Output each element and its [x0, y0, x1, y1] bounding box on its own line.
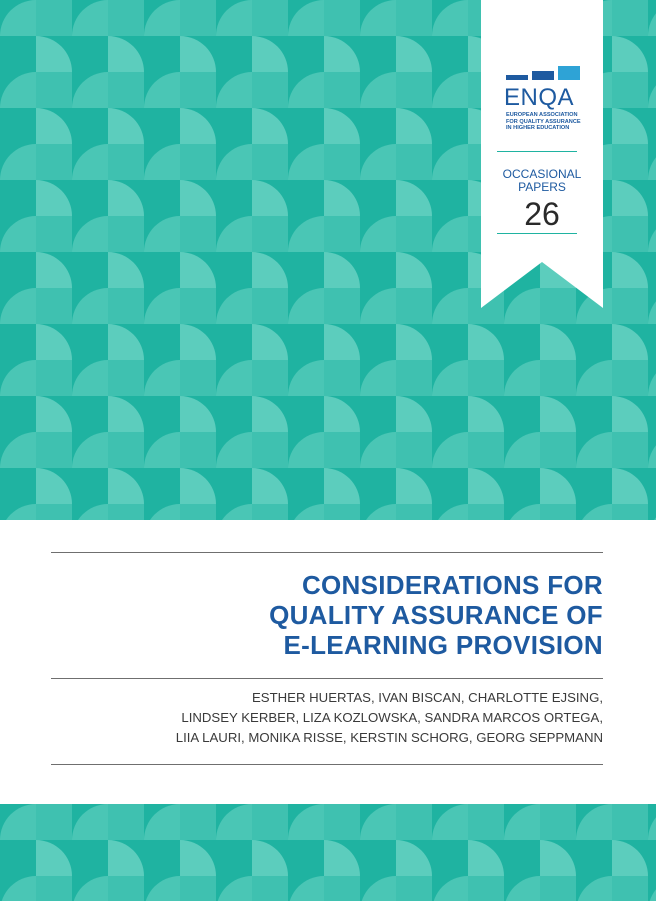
divider-rule [51, 552, 603, 553]
author-line: LIIA LAURI, MONIKA RISSE, KERSTIN SCHORG, GEORG SEPPMANN [175, 730, 603, 745]
series-label-line: OCCASIONAL [502, 167, 582, 181]
cover-pattern-bottom [0, 804, 656, 901]
series-label-line: PAPERS [518, 180, 566, 194]
logo-wordmark: ENQA [504, 84, 575, 111]
ribbon-divider [497, 151, 577, 152]
title-line: E-LEARNING PROVISION [283, 630, 603, 660]
logo-subtitle-line: IN HIGHER EDUCATION [506, 125, 570, 131]
ribbon-shape [481, 0, 603, 308]
divider-rule [51, 764, 603, 765]
logo-subtitle-line: FOR QUALITY ASSURANCE [506, 118, 581, 125]
issue-number: 26 [524, 196, 560, 232]
logo-subtitle-line: EUROPEAN ASSOCIATION [506, 112, 578, 118]
divider-rule [51, 678, 603, 679]
author-line: ESTHER HUERTAS, IVAN BISCAN, CHARLOTTE EJSING, [252, 690, 603, 705]
ribbon-divider [497, 233, 577, 234]
enqa-logo [504, 66, 584, 136]
logo-bars-icon [506, 66, 582, 80]
title-line: QUALITY ASSURANCE OF [269, 600, 603, 630]
document-title [51, 570, 603, 660]
series-ribbon [481, 0, 603, 308]
series-label [481, 168, 603, 194]
author-line: LINDSEY KERBER, LIZA KOZLOWSKA, SANDRA MARCOS ORTEGA, [181, 710, 603, 725]
author-list [51, 688, 603, 748]
title-line: CONSIDERATIONS FOR [301, 570, 603, 600]
logo-subtitle [506, 112, 586, 132]
